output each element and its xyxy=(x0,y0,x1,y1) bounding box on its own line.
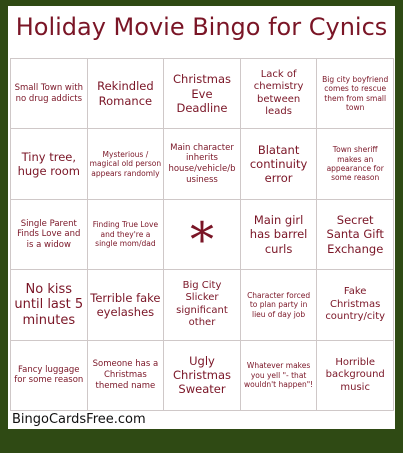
bingo-cell-10[interactable]: Town sheriff makes an appearance for some reason xyxy=(317,129,394,199)
bingo-cell-4[interactable]: Lack of chemistry between leads xyxy=(241,59,318,129)
bingo-cell-8[interactable]: Main character inherits house/vehicle/business xyxy=(164,129,241,199)
bingo-cell-25[interactable]: Horrible background music xyxy=(317,341,394,411)
site-credit: BingoCardsFree.com xyxy=(12,412,146,427)
bingo-cell-1[interactable]: Small Town with no drug addicts xyxy=(11,59,88,129)
bingo-cell-20[interactable]: Fake Christmas country/city xyxy=(317,270,394,340)
bingo-cell-11[interactable]: Single Parent Finds Love and is a widow xyxy=(11,200,88,270)
bingo-cell-5[interactable]: Big city boyfriend comes to rescue them from small town xyxy=(317,59,394,129)
bingo-cell-12[interactable]: Finding True Love and they're a single mom/dad xyxy=(88,200,165,270)
bingo-cell-24[interactable]: Whatever makes you yell "- that wouldn't happen"! xyxy=(241,341,318,411)
bingo-cell-7[interactable]: Mysterious / magical old person appears randomly xyxy=(88,129,165,199)
bingo-cell-14[interactable]: Main girl has barrel curls xyxy=(241,200,318,270)
bingo-cell-21[interactable]: Fancy luggage for some reason xyxy=(11,341,88,411)
bingo-cell-23[interactable]: Ugly Christmas Sweater xyxy=(164,341,241,411)
bingo-card xyxy=(8,6,395,429)
bingo-cell-17[interactable]: Terrible fake eyelashes xyxy=(88,270,165,340)
bingo-cell-18[interactable]: Big City Slicker significant other xyxy=(164,270,241,340)
bingo-cell-22[interactable]: Someone has a Christmas themed name xyxy=(88,341,165,411)
bingo-cell-16[interactable]: No kiss until last 5 minutes xyxy=(11,270,88,340)
bingo-cell-15[interactable]: Secret Santa Gift Exchange xyxy=(317,200,394,270)
bingo-cell-6[interactable]: Tiny tree, huge room xyxy=(11,129,88,199)
bingo-cell-2[interactable]: Rekindled Romance xyxy=(88,59,165,129)
card-title: Holiday Movie Bingo for Cynics xyxy=(15,13,388,41)
free-space-icon[interactable]: * xyxy=(164,200,241,270)
bingo-cell-19[interactable]: Character forced to plan party in lieu of day job xyxy=(241,270,318,340)
bingo-cell-3[interactable]: Christmas Eve Deadline xyxy=(164,59,241,129)
bingo-grid xyxy=(10,58,394,411)
bingo-cell-9[interactable]: Blatant continuity error xyxy=(241,129,318,199)
